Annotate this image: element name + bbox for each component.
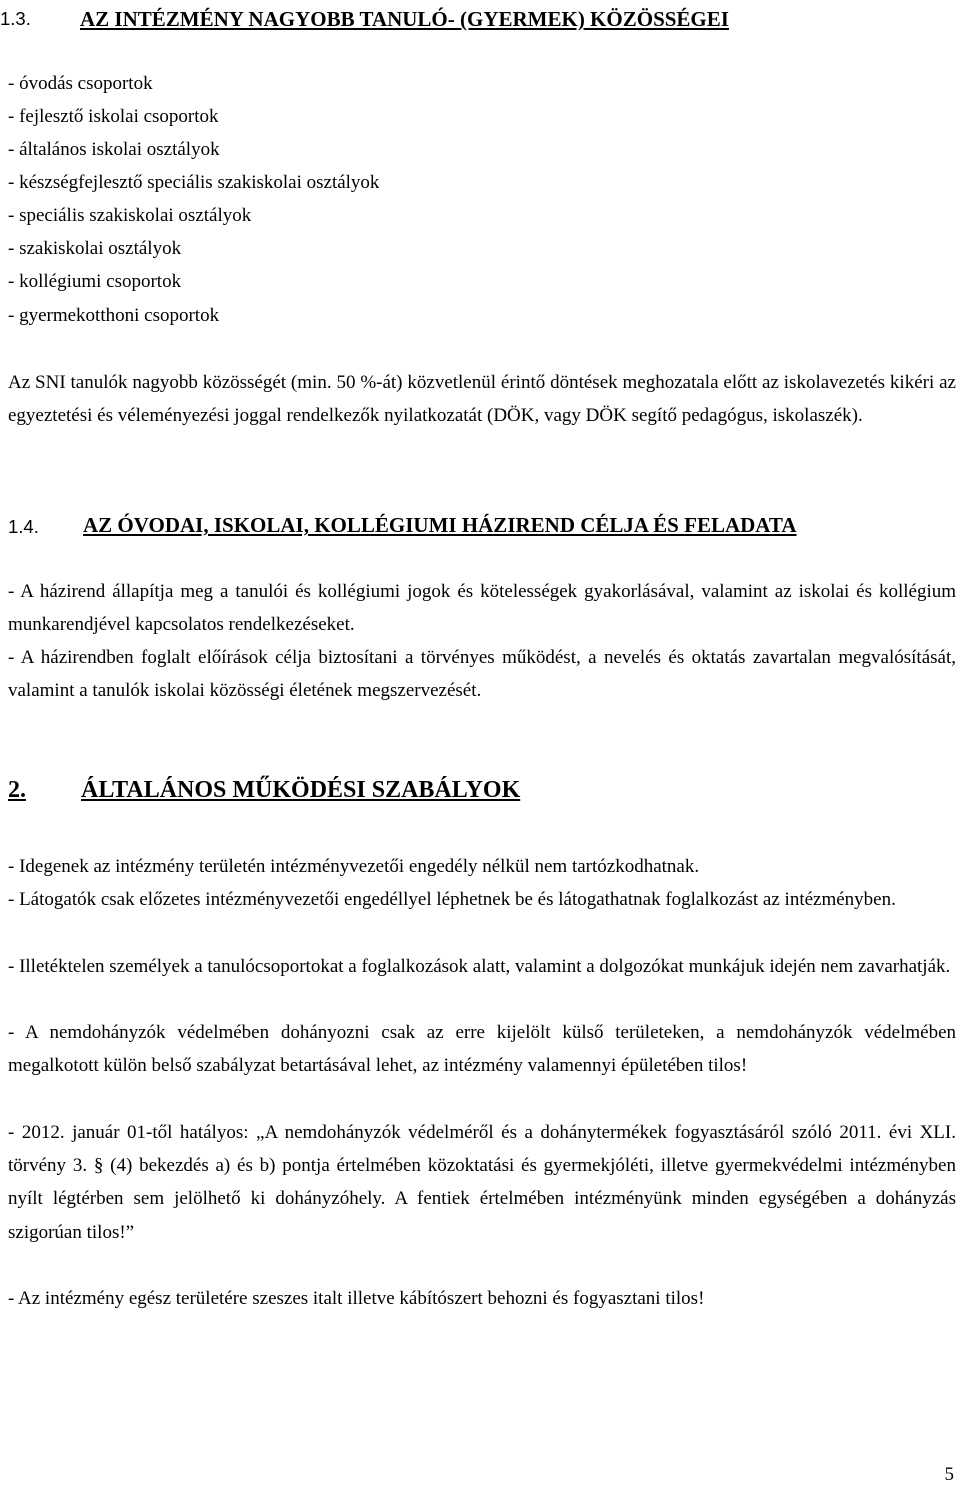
page-number: 5 <box>944 1464 954 1485</box>
list-item: - speciális szakiskolai osztályok <box>8 205 252 226</box>
list-item: - általános iskolai osztályok <box>8 139 220 160</box>
section-2-title: ÁLTALÁNOS MŰKÖDÉSI SZABÁLYOK <box>81 777 521 803</box>
rule-paragraph: - 2012. január 01-től hatályos: „A nemdohányzók védelméről és a dohánytermékek fogyasztásáról szóló 2011. évi XLI. törvény 3. § (4) bekezdés a) és b) pontja értelmében közoktatási és gyermekjóléti, illetve gyermekvédelmi intézményben nyílt légtérben sem jelölhető ki dohányzóhely. A fentiek értelmében intézményünk minden egységében a dohányzás szigorúan tilos!” <box>8 1122 956 1243</box>
section-1-3-number: 1.3. <box>0 8 31 29</box>
sni-paragraph: Az SNI tanulók nagyobb közösségét (min. 50 %-át) közvetlenül érintő döntések meghozatala előtt az iskolavezetés kikéri az egyeztetési és véleményezési joggal rendelkezők nyilatkozatát (DÖK, vagy DÖK segítő pedagógus, iskolaszék). <box>8 372 956 427</box>
rule-paragraph: - Illetéktelen személyek a tanulócsoportokat a foglalkozások alatt, valamint a dolgozókat munkájuk idején nem zavarhatják. <box>8 956 951 977</box>
house-rules-paragraph: - A házirendben foglalt előírások célja biztosítani a törvényes működést, a nevelés és oktatás zavartalan megvalósítását, valamint a tanulók iskolai közösségi életének megszervezését. <box>8 647 956 702</box>
house-rules-paragraph: - A házirend állapítja meg a tanulói és kollégiumi jogok és kötelességek gyakorlásával, valamint az iskolai és kollégium munkarendjével kapcsolatos rendelkezéseket. <box>8 581 956 636</box>
section-1-4-number: 1.4. <box>8 516 39 537</box>
list-item: - készségfejlesztő speciális szakiskolai osztályok <box>8 172 380 193</box>
rule-paragraph: - Látogatók csak előzetes intézményvezetői engedéllyel léphetnek be és látogathatnak foglalkozást az intézményben. <box>8 889 896 910</box>
rule-paragraph: - Idegenek az intézmény területén intézményvezetői engedély nélkül nem tartózkodhatnak. <box>8 856 700 877</box>
list-item: - óvodás csoportok <box>8 73 153 94</box>
section-1-3-title: AZ INTÉZMÉNY NAGYOBB TANULÓ- (GYERMEK) KÖZÖSSÉGEI <box>80 7 729 31</box>
section-2-number: 2. <box>8 777 26 803</box>
list-item: - fejlesztő iskolai csoportok <box>8 106 219 127</box>
list-item: - kollégiumi csoportok <box>8 271 182 292</box>
list-item: - szakiskolai osztályok <box>8 238 182 259</box>
rule-paragraph: - Az intézmény egész területére szeszes italt illetve kábítószert behozni és fogyasztani tilos! <box>8 1288 705 1309</box>
section-1-4-title: AZ ÓVODAI, ISKOLAI, KOLLÉGIUMI HÁZIREND CÉLJA ÉS FELADATA <box>83 513 797 537</box>
list-item: - gyermekotthoni csoportok <box>8 305 220 326</box>
rule-paragraph: - A nemdohányzók védelmében dohányozni csak az erre kijelölt külső területeken, a nemdohányzók védelmében megalkotott külön belső szabályzat betartásával lehet, az intézmény valamennyi épületében tilos! <box>8 1022 956 1077</box>
